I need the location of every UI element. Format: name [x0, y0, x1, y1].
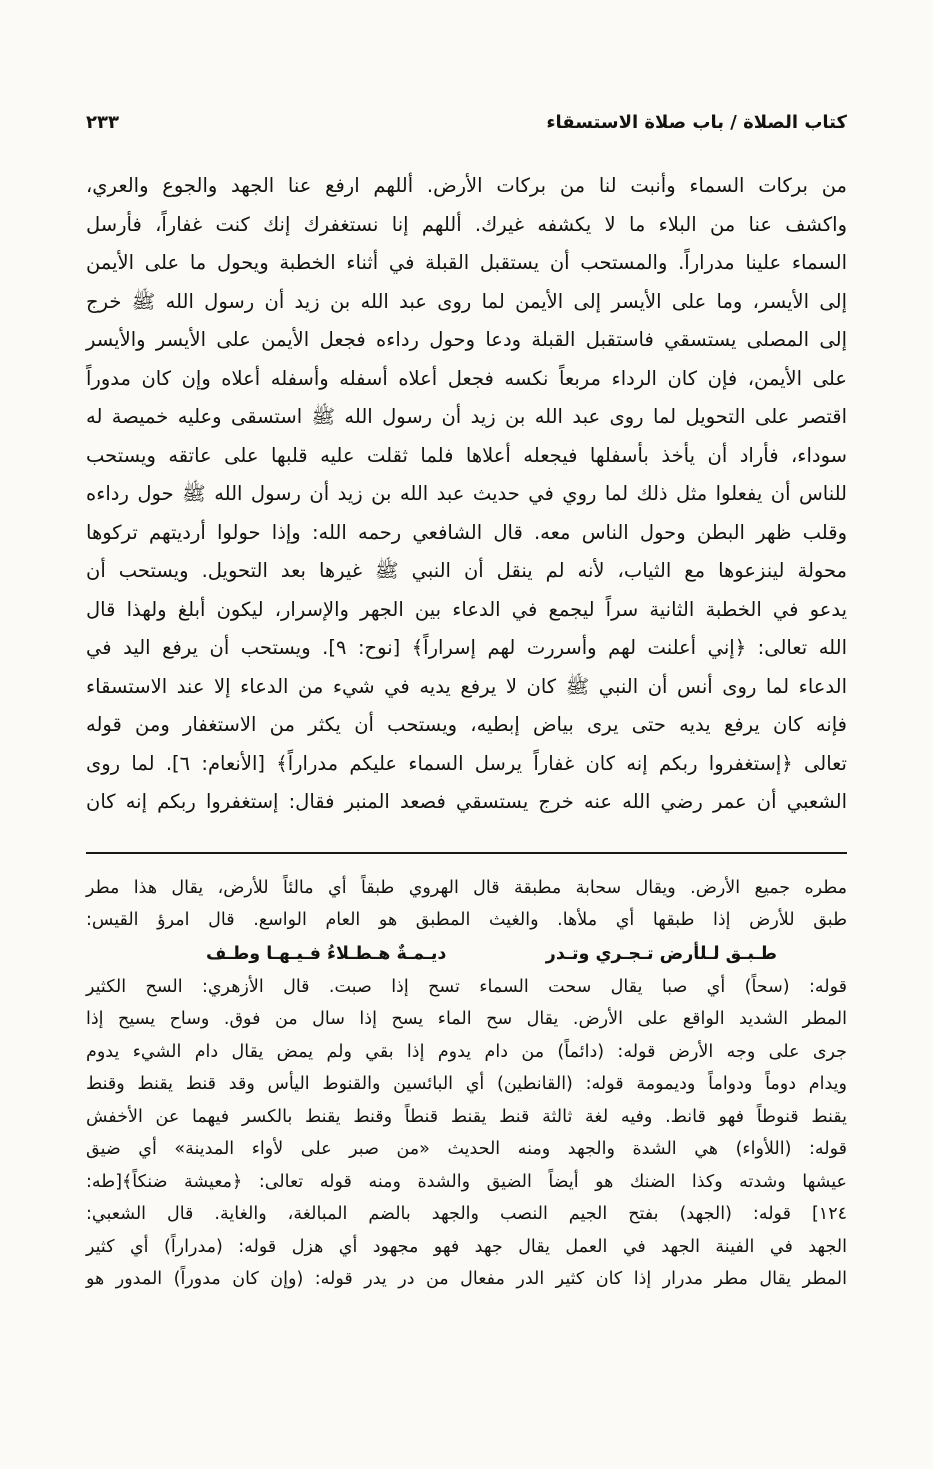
- body-line: فإنه كان يرفع يديه حتى يرى بياض إبطيه، ويستحب أن يكثر من الاستغفار ومن قوله: [86, 713, 847, 736]
- body-line: سوداء، فأراد أن يأخذ بأسفلها فيجعله أعلاها فلما ثقلت عليه قلبها على عاتقه ويستحب: [86, 443, 847, 467]
- body-line: الدعاء لما روى أنس أن النبي ﷺ كان لا يرفع يديه في شيء من الدعاء إلا عند الاستسقاء: [86, 674, 847, 698]
- body-line: محولة لينزعوها مع الثياب، لأنه لم ينقل أن النبي ﷺ غيرها بعد التحويل. ويستحب أن: [86, 559, 847, 582]
- commentary-line: ١٢٤] قوله: (الجهد) بفتح الجيم النصب والجهد بالضم المبالغة، والغاية. قال الشعبي:: [86, 1204, 847, 1224]
- poetry-verse: [86, 937, 847, 971]
- commentary-line: المطر الشديد الواقع على الأرض. يقال سح الماء يسح إذا سال من فوق. وساح يسيح إذا: [86, 1009, 847, 1029]
- body-line: على الأيمن، فإن كان الرداء مربعاً نكسه فجعل أعلاه أسفله وأسفله أعلاه وإن كان مدوراً: [86, 366, 847, 390]
- main-text: [86, 167, 847, 822]
- body-line: السماء علينا مدراراً. والمستحب أن يستقبل القبلة في أثناء الخطبة ويحول ما على الأيمن: [86, 251, 847, 274]
- body-line: من بركات السماء وأنبت لنا من بركات الأرض. أللهم ارفع عنا الجهد والجوع والعري،: [86, 174, 847, 197]
- commentary-text: [86, 872, 847, 1296]
- footnote-separator: [86, 852, 847, 854]
- commentary-line: قوله: (اللأواء) هي الشدة والجهد ومنه الحديث «من صبر على لأواء المدينة» أي ضيق: [86, 1139, 847, 1159]
- commentary-line: قوله: (سحاً) أي صبا يقال سحت السماء تسح إذا صبت. قال الأزهري: السح الكثير: [86, 976, 847, 997]
- commentary-line: جرى على وجه الأرض قوله: (دائماً) من دام يدوم إذا بقي ولم يمض يقال دام الشيء يدوم: [86, 1041, 847, 1062]
- commentary-line: ويدام دوماً ودواماً وديمومة قوله: (القانطين) أي البائسين والقنوط اليأس وقد قنط يقنط وقنط: [86, 1074, 847, 1094]
- commentary-line: المطر يقال مطر مدرار إذا كان كثير الدر مفعال من در يدر قوله: (وإن كان مدوراً) المدور هو: [86, 1269, 847, 1289]
- body-line: واكشف عنا من البلاء ما لا يكشفه غيرك. أللهم إنا نستغفرك إنك كنت غفاراً، فأرسل: [86, 212, 847, 236]
- body-line: إلى المصلى يستسقي فاستقبل القبلة ودعا وحول رداءه فجعل الأيمن على الأيسر والأيسر: [86, 328, 847, 351]
- page-header: [86, 112, 847, 133]
- commentary-line: يقنط قنوطاً فهو قانط. وفيه لغة ثالثة قنط يقنط قنطاً وقنط يقنط بالكسر فيهما عن الأخفش: [86, 1106, 847, 1127]
- poetry-hemistich-left: طـبـق لـلأرض تـجـري وتـدر: [545, 943, 777, 964]
- chapter-title: كتاب الصلاة / باب صلاة الاستسقاء: [546, 112, 847, 133]
- commentary-line: مطره جميع الأرض. ويقال سحابة مطبقة قال الهروي طبقاً أي مالئاً للأرض، يقال هذا مطر: [86, 877, 847, 898]
- body-line: الله تعالى: ﴿إني أعلنت لهم وأسررت لهم إسراراً﴾ [نوح: ٩]. ويستحب أن يرفع اليد في: [86, 636, 847, 659]
- body-line: تعالى ﴿إستغفروا ربكم إنه كان غفاراً يرسل السماء عليكم مدراراً﴾ [الأنعام: ٦]. لما روى: [86, 751, 847, 775]
- body-line: اقتصر على التحويل لما روى عبد الله بن زيد أن رسول الله ﷺ استسقى وعليه خميصة له: [86, 405, 847, 428]
- commentary-line: طبق للأرض إذا طبقها أي ملأها. والغيث المطبق هو العام الواسع. قال امرؤ القيس:: [86, 910, 847, 930]
- body-line: إلى الأيسر، وما على الأيسر إلى الأيمن لما روى عبد الله بن زيد أن رسول الله ﷺ خرج: [86, 289, 847, 313]
- body-line: الشعبي أن عمر رضي الله عنه خرج يستسقي فصعد المنبر فقال: إستغفروا ربكم إنه كان: [86, 790, 847, 813]
- poetry-hemistich-right: ديـمـةٌ هـطـلاءُ فـيـهـا وطـف: [206, 943, 447, 964]
- body-line: وقلب ظهر البطن وحول الناس معه. قال الشافعي رحمه الله: وإذا حولوا أرديتهم تركوها: [86, 520, 847, 544]
- body-line: للناس أن يفعلوا مثل ذلك لما روي في حديث عبد الله بن زيد أن رسول الله ﷺ حول رداءه: [86, 482, 847, 505]
- body-line: يدعو في الخطبة الثانية سراً ليجمع في الدعاء بين الجهر والإسرار، ليكون أبلغ ولهذا قال: [86, 597, 847, 621]
- page-number: ٢٣٣: [86, 112, 119, 133]
- commentary-line: عيشها وشدته وكذا الضنك هو أيضاً الضيق والشدة ومنه قوله تعالى: ﴿معيشة ضنكاً﴾[طه:: [86, 1171, 847, 1192]
- commentary-line: الجهد في الفينة الجهد في العمل يقال جهد فهو مجهود أي هزل قوله: (مدراراً) أي كثير: [86, 1236, 847, 1257]
